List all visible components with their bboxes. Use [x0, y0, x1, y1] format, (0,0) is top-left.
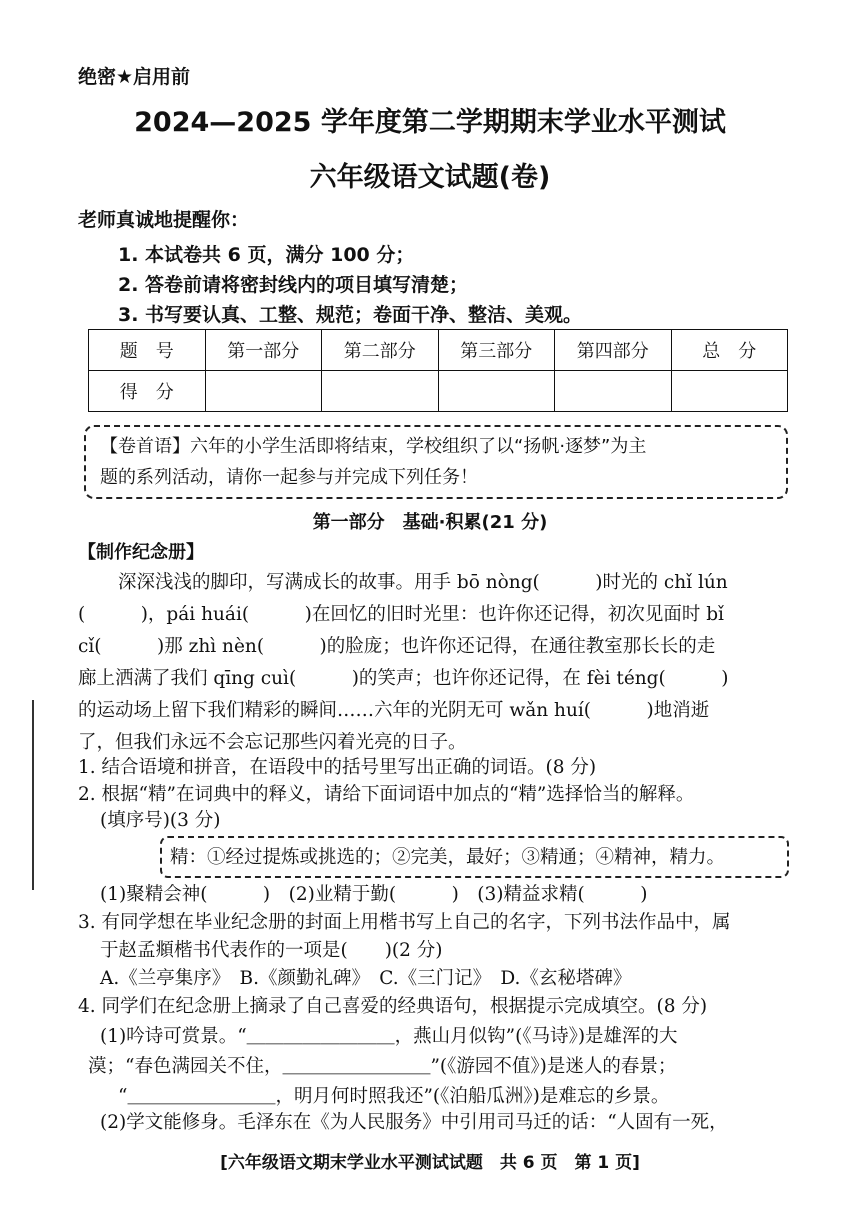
- question-4-line: (2)学文能修身。毛泽东在《为人民服务》中引用司马迁的话：“人固有一死，: [100, 1112, 728, 1133]
- question-3-cont: 于赵孟頫楷书代表作的一项是( )(2 分): [100, 940, 443, 961]
- score-input-cell[interactable]: [438, 371, 555, 412]
- question-2-note: (填序号)(3 分): [100, 810, 221, 831]
- score-table-cell: 第一部分: [205, 330, 322, 371]
- question-4-line: (1)吟诗可赏景。“＿＿＿＿＿＿＿＿，燕山月似钩”(《马诗》)是雄浑的大: [100, 1026, 678, 1047]
- margin-line: [32, 700, 34, 890]
- question-2-items: (1)聚精会神( ) (2)业精于勤( ) (3)精益求精( ): [100, 884, 648, 905]
- question-3: 3. 有同学想在毕业纪念册的封面上用楷书写上自己的名字，下列书法作品中，属: [78, 912, 731, 933]
- reminder-item: 2. 答卷前请将密封线内的项目填写清楚；: [118, 274, 469, 296]
- score-table: [88, 329, 788, 412]
- question-4: 4. 同学们在纪念册上摘录了自己喜爱的经典语句，根据提示完成填空。(8 分): [78, 996, 708, 1017]
- question-3-options: A.《兰亭集序》 B.《颜勤礼碑》 C.《三门记》 D.《玄秘塔碑》: [100, 968, 632, 989]
- score-table-cell: 第二部分: [322, 330, 439, 371]
- question-2: 2. 根据“精”在词典中的释义，请给下面词语中加点的“精”选择恰当的解释。: [78, 784, 695, 805]
- score-input-cell[interactable]: [671, 371, 788, 412]
- score-input-cell[interactable]: [322, 371, 439, 412]
- score-table-cell: 第四部分: [555, 330, 672, 371]
- question-1: 1. 结合语境和拼音，在语段中的括号里写出正确的词语。(8 分): [78, 757, 597, 778]
- question-4-line: 漠；“春色满园关不住，＿＿＿＿＿＿＿＿”(《游园不值》)是迷人的春景；: [88, 1056, 677, 1077]
- score-table-header-row: [89, 330, 788, 371]
- passage-line: 的运动场上留下我们精彩的瞬间……六年的光阴无可 wǎn huí( )地消逝: [78, 700, 710, 721]
- preface-line: 【卷首语】六年的小学生活即将结束，学校组织了以“扬帆·逐梦”为主: [100, 436, 647, 457]
- page-footer: [六年级语文期末学业水平测试试题 共 6 页 第 1 页]: [220, 1153, 640, 1173]
- score-table-cell: 总 分: [671, 330, 788, 371]
- preface-line: 题的系列活动，请你一起参与并完成下列任务！: [100, 467, 478, 488]
- question-4-line: “＿＿＿＿＿＿＿＿，明月何时照我还”(《泊船瓜洲》)是难忘的乡景。: [118, 1086, 670, 1107]
- reminder-item: 1. 本试卷共 6 页，满分 100 分；: [118, 244, 415, 266]
- reminder-heading: 老师真诚地提醒你：: [78, 209, 250, 231]
- score-table-cell: 得 分: [89, 371, 206, 412]
- passage-line: 廊上洒满了我们 qīng cuì( )的笑声；也许你还记得，在 fèi téng( ): [78, 668, 729, 689]
- part1-heading: 第一部分 基础·积累(21 分): [312, 512, 548, 533]
- score-table-cell: 第三部分: [438, 330, 555, 371]
- exam-subtitle: 六年级语文试题(卷): [309, 162, 551, 193]
- secret-label: 绝密★启用前: [78, 66, 191, 88]
- score-table-cell: 题 号: [89, 330, 206, 371]
- definition-text: 精：①经过提炼或挑选的；②完美，最好；③精通；④精神，精力。: [170, 847, 726, 868]
- score-table-score-row: [89, 371, 788, 412]
- score-input-cell[interactable]: [205, 371, 322, 412]
- passage-line: cǐ( )那 zhì nèn( )的脸庞；也许你还记得，在通往教室那长长的走: [78, 636, 716, 657]
- exam-title: 2024—2025 学年度第二学期期末学业水平测试: [134, 107, 726, 138]
- reminder-item: 3. 书写要认真、工整、规范；卷面干净、整洁、美观。: [118, 304, 583, 326]
- passage-line: ( )，pái huái( )在回忆的旧时光里：也许你还记得，初次见面时 bǐ: [78, 604, 724, 625]
- section-heading: 【制作纪念册】: [78, 542, 204, 563]
- passage-line: 了，但我们永远不会忘记那些闪着光亮的日子。: [78, 732, 467, 753]
- passage-line: 深深浅浅的脚印，写满成长的故事。用手 bō nòng( )时光的 chǐ lún: [118, 572, 728, 593]
- score-input-cell[interactable]: [555, 371, 672, 412]
